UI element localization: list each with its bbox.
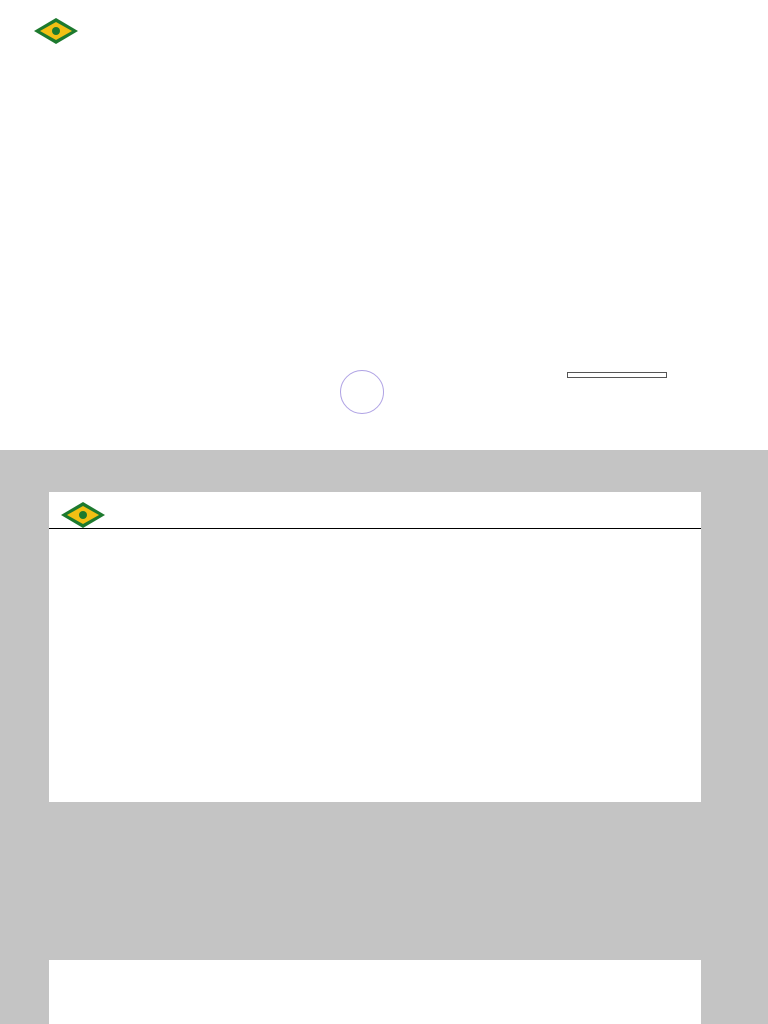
legend-title (466, 374, 566, 380)
kemenag-logo-2 (57, 500, 109, 530)
july-2022-mini (567, 366, 667, 378)
schedule-page-2 (49, 960, 701, 1024)
color-legend (466, 374, 566, 380)
mini-note (567, 372, 667, 378)
signature-block (356, 374, 466, 382)
calendar-page (0, 0, 768, 450)
kemenag-logo (30, 16, 82, 46)
schedule-page (49, 492, 701, 802)
